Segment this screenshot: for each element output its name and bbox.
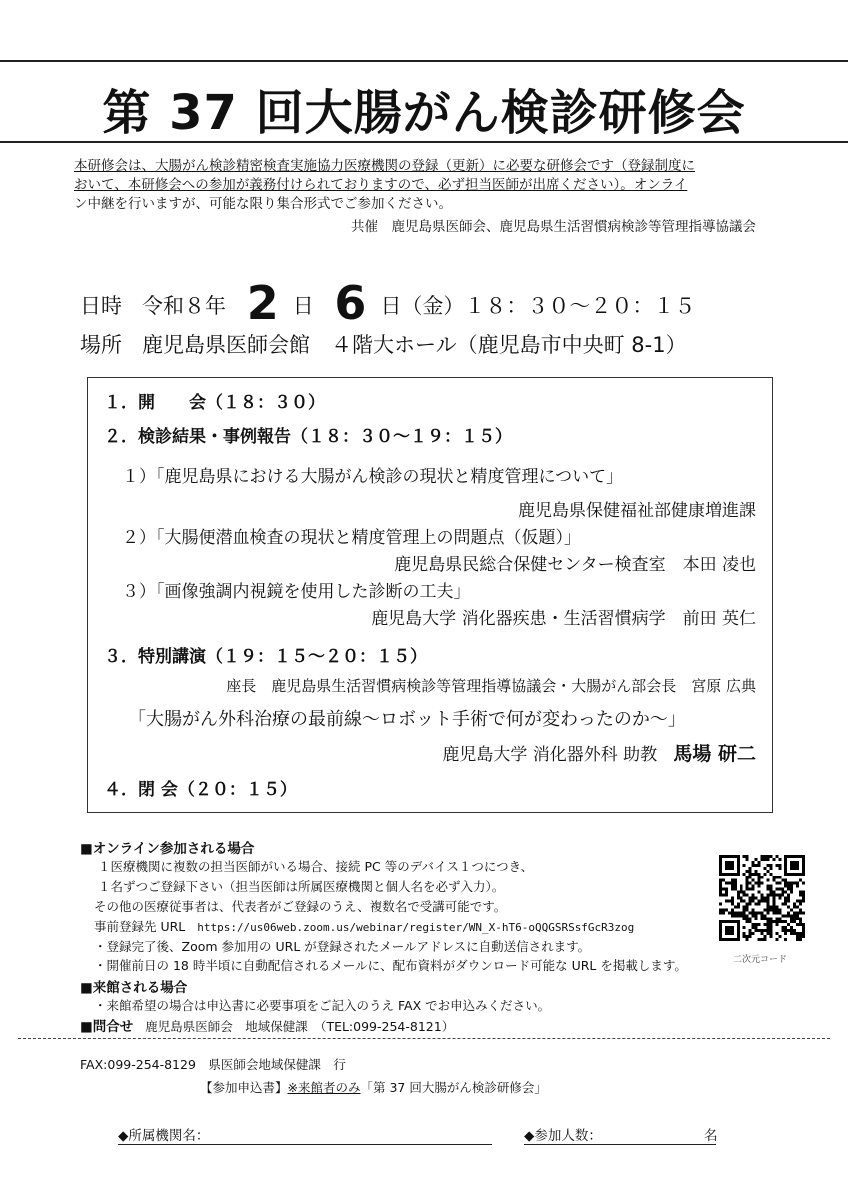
program-item-reports: ２．検診結果・事例報告（１８：３０～１９：１５）	[104, 427, 512, 447]
special-lecturer	[442, 739, 756, 766]
online-registration	[94, 917, 634, 935]
contact	[80, 1015, 454, 1035]
attendee-count-label: ◆参加人数：	[524, 1124, 716, 1145]
event-venue	[80, 329, 687, 359]
datetime-month-unit: 日	[292, 294, 314, 318]
top-rule	[0, 60, 848, 62]
program-item-special-lecture: ３．特別講演（１９：１５～２０：１５）	[104, 647, 427, 667]
intro-line-1: 本研修会は、大腸がん検診精密検査実施協力医療機関の登録（更新）に必要な研修会です（登録制度に	[74, 158, 695, 174]
program-box	[87, 377, 773, 813]
special-lecturer-affiliation: 鹿児島大学 消化器外科 助教	[442, 745, 658, 765]
special-lecture-title: 「大腸がん外科治療の最前線～ロボット手術で何が変わったのか～」	[128, 709, 686, 730]
contact-header: ■問合せ	[80, 1019, 134, 1035]
program-item-closing: ４．閉 会（２０：１５）	[104, 780, 297, 800]
talk-1-title: １）「鹿児島県における大腸がん検診の現状と精度管理について」	[122, 467, 624, 487]
cosponsor: 共催 鹿児島県医師会、鹿児島県生活習慣病検診等管理指導協議会	[351, 219, 756, 235]
cut-line	[18, 1038, 830, 1039]
form-title	[200, 1078, 547, 1096]
datetime-year: 令和８年	[142, 294, 227, 318]
page-title: 第 37 回大腸がん検診研修会	[102, 85, 746, 141]
venue-label: 場所	[80, 333, 122, 357]
registration-url[interactable]: https://us06web.zoom.us/webinar/register/WN_X-hT6-oQQGSRSsfGcR3zog	[197, 921, 635, 934]
talk-3-speaker: 鹿児島大学 消化器疾患・生活習慣病学 前田 英仁	[371, 609, 756, 629]
intro-line-2: おいて、本研修会への参加が義務付けられておりますので、必ず担当医師が出席ください）。オンライ	[74, 177, 688, 193]
special-lecturer-name: 馬場 研二	[673, 743, 756, 765]
online-line-3: その他の医療従事者は、代表者がご登録のうえ、複数名で受講可能です。	[94, 899, 507, 914]
datetime-day: 6	[334, 276, 367, 330]
online-line-6: ・開催前日の 18 時半頃に自動配信されるメールに、配布資料がダウンロード可能な URL を掲載します。	[94, 958, 687, 973]
talk-2-title: ２）「大腸便潜血検査の現状と精度管理上の問題点（仮題）」	[122, 528, 581, 548]
datetime-month: 2	[246, 276, 279, 330]
form-title-note: ※来館者のみ	[287, 1080, 361, 1095]
event-datetime	[80, 276, 695, 330]
datetime-label: 日時	[80, 294, 122, 318]
chair: 座長 鹿児島県生活習慣病検診等管理指導協議会・大腸がん部会長 宮原 広典	[226, 677, 756, 695]
attendee-count-unit: 名	[704, 1128, 718, 1144]
online-line-5: ・登録完了後、Zoom 参加用の URL が登録されたメールアドレスに自動送信されます。	[94, 939, 591, 954]
attendee-count-field[interactable]	[524, 1124, 716, 1145]
institution-field[interactable]	[118, 1124, 492, 1145]
datetime-day-unit: 日（金）１８：３０～２０：１５	[380, 294, 696, 318]
form-title-bracket: 【参加申込書】	[200, 1080, 288, 1095]
form-fax: FAX:099-254-8129 県医師会地域保健課 行	[80, 1057, 346, 1072]
qr-code-icon[interactable]	[719, 855, 805, 941]
institution-label: ◆所属機関名：	[118, 1124, 492, 1145]
online-header: ■オンライン参加される場合	[80, 841, 255, 857]
visit-header: ■来館される場合	[80, 980, 188, 996]
visit-line-1: ・来館希望の場合は申込書に必要事項をご記入のうえ FAX でお申込みください。	[94, 998, 551, 1013]
qr-caption: 二次元コード	[733, 955, 788, 965]
online-line-1: １医療機関に複数の担当医師がいる場合、接続 PC 等のデバイス１つにつき、	[98, 859, 534, 874]
contact-value: 鹿児島県医師会 地域保健課 （TEL:099-254-8121）	[145, 1019, 455, 1034]
talk-2-speaker: 鹿児島県民総合保健センター検査室 本田 凌也	[394, 555, 756, 575]
program-item-opening: １．開 会（１８：３０）	[104, 393, 325, 413]
venue-value: 鹿児島県医師会館 ４階大ホール（鹿児島市中央町 8-1）	[142, 333, 687, 357]
talk-1-speaker: 鹿児島県保健福祉部健康増進課	[518, 501, 756, 521]
talk-3-title: ３）「画像強調内視鏡を使用した診断の工夫」	[122, 582, 471, 602]
online-line-2: １名ずつご登録下さい（担当医師は所属医療機関と個人名を必ず入力）。	[98, 879, 505, 894]
intro-line-3: ン中継を行いますが、可能な限り集合形式でご参加ください。	[74, 196, 452, 212]
title-bottom-rule	[0, 141, 848, 143]
registration-url-label: 事前登録先 URL	[94, 919, 186, 934]
form-title-event: 「第 37 回大腸がん検診研修会」	[360, 1080, 547, 1095]
